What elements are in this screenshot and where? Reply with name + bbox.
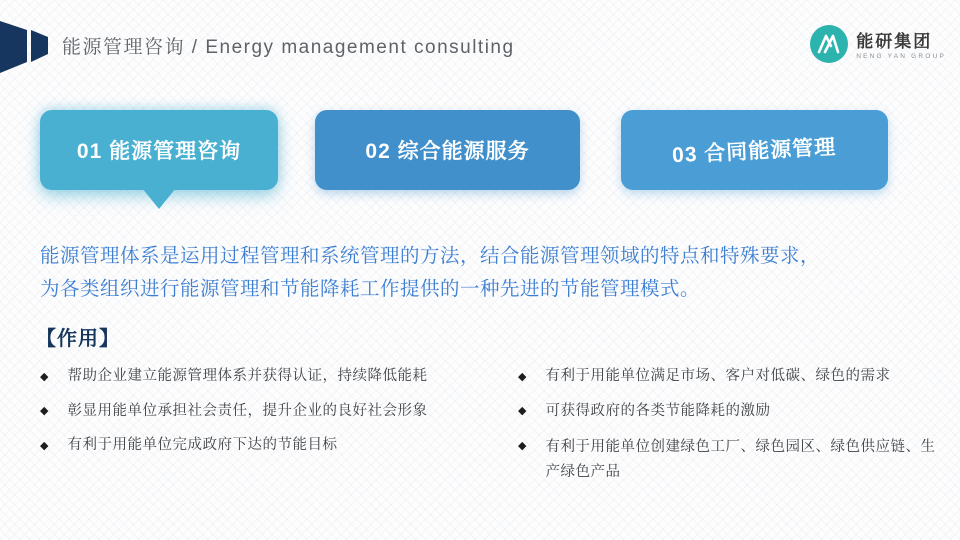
list-item xyxy=(518,401,942,423)
tab-contract-energy-management[interactable] xyxy=(621,110,888,190)
list-item xyxy=(518,366,942,388)
list-item xyxy=(518,435,942,485)
header xyxy=(0,0,960,92)
list-item-text: 有利于用能单位创建绿色工厂、绿色园区、绿色供应链、生产绿色产品 xyxy=(545,439,936,480)
diamond-bullet-icon: ◆ xyxy=(40,370,49,383)
list-item-text: 帮助企业建立能源管理体系并获得认证，持续降低能耗 xyxy=(67,368,428,384)
logo-text xyxy=(856,33,946,61)
tab-integrated-energy-services[interactable] xyxy=(315,110,580,190)
diamond-bullet-icon: ◆ xyxy=(518,405,527,417)
list-item xyxy=(40,435,492,457)
description-line-2: 为各类组织进行能源管理和节能降耗工作提供的一种先进的节能管理模式。 xyxy=(40,278,701,300)
list-item-text: 有利于用能单位满足市场、客户对低碳、绿色的需求 xyxy=(545,368,891,384)
section-heading: 【作用】 xyxy=(36,328,120,350)
list-item xyxy=(40,401,492,423)
diamond-bullet-icon: ◆ xyxy=(40,405,49,417)
list-item-text: 可获得政府的各类节能降耗的激励 xyxy=(545,402,771,419)
description-paragraph xyxy=(40,240,930,306)
diamond-bullet-icon: ◆ xyxy=(518,370,527,383)
logo-name-zh: 能研集团 xyxy=(856,31,933,51)
logo xyxy=(809,24,946,69)
diamond-bullet-icon: ◆ xyxy=(40,439,49,452)
benefits-list-right xyxy=(518,366,942,485)
description-line-1: 能源管理体系是运用过程管理和系统管理的方法，结合能源管理领域的特点和特殊要求， xyxy=(40,245,821,267)
page-title: 能源管理咨询 / Energy management consulting xyxy=(62,37,515,58)
tab-energy-management-consulting[interactable] xyxy=(40,110,278,190)
tab-label: 01 能源管理咨询 xyxy=(76,140,242,163)
benefits-list-left xyxy=(40,366,492,457)
list-item xyxy=(40,366,492,388)
tab-label: 02 综合能源服务 xyxy=(365,140,530,163)
list-item-text: 有利于用能单位完成政府下达的节能目标 xyxy=(67,437,338,453)
tab-label: 03 合同能源管理 xyxy=(671,135,838,168)
pennant-icon xyxy=(0,16,48,81)
logo-icon xyxy=(809,24,849,69)
list-item-text: 彰显用能单位承担社会责任，提升企业的良好社会形象 xyxy=(67,402,428,419)
diamond-bullet-icon: ◆ xyxy=(518,439,527,452)
logo-name-en: NENG YAN GROUP xyxy=(856,52,946,60)
